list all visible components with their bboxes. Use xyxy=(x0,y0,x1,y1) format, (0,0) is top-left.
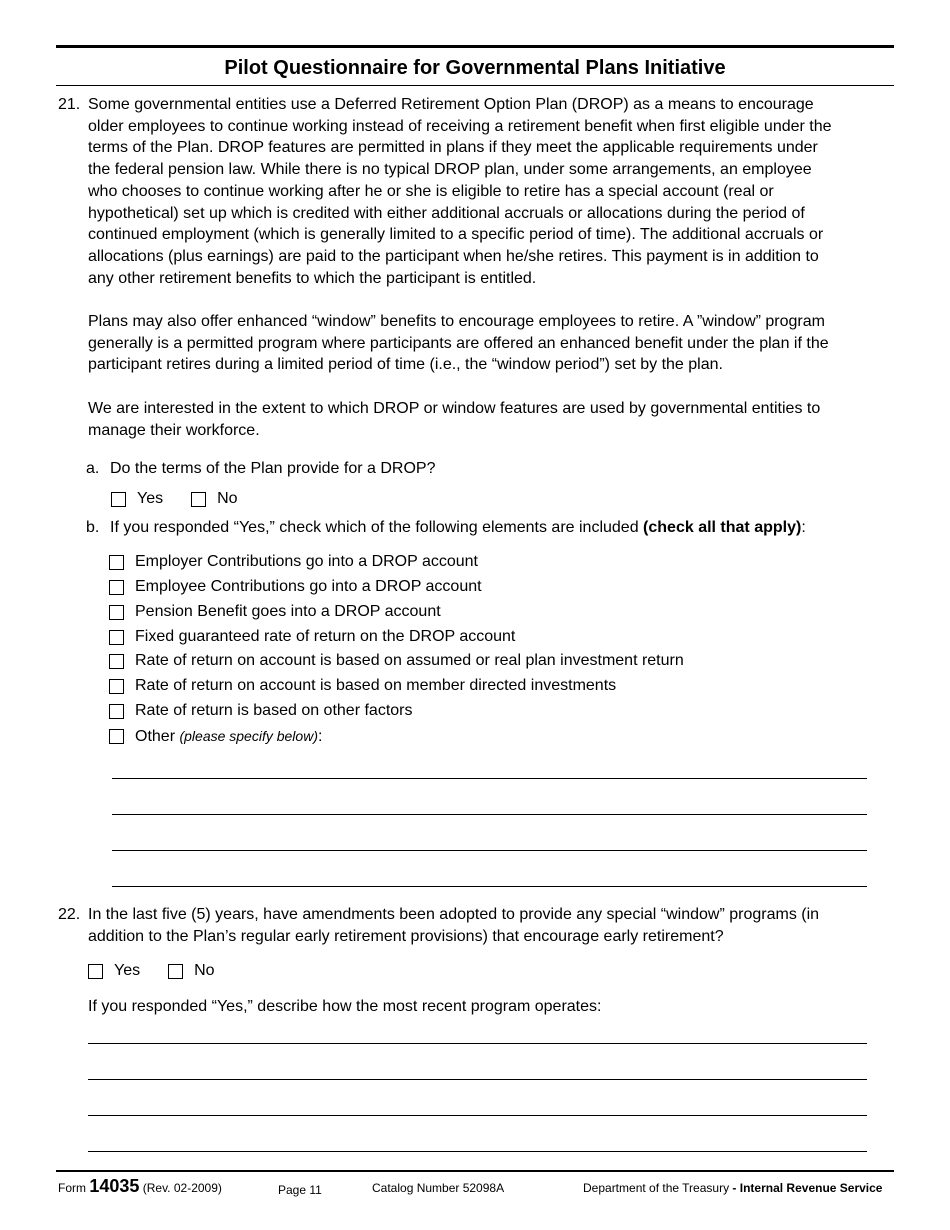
text-line: generally is a permitted program where participants are offered an enhanced benefit under the plan if the xyxy=(88,334,829,352)
question-22-number: 22. xyxy=(58,906,81,923)
other-colon: : xyxy=(317,728,323,745)
irs-name: Internal Revenue Service xyxy=(739,1181,883,1195)
text-line: We are interested in the extent to which DROP or window features are used by governmental entities to xyxy=(88,400,821,417)
window-yes-label: Yes xyxy=(114,962,141,979)
fixed-rate-label: Fixed guaranteed rate of return on the DROP account xyxy=(135,628,516,645)
text-line: older employees to continue working instead of receiving a retirement benefit when first eligible under the xyxy=(88,117,832,135)
text-line: hypothetical) set up which is credited with either additional accruals or allocations during the period of xyxy=(88,204,805,222)
title-rule xyxy=(56,85,894,86)
question-21b-label: b. xyxy=(86,519,100,536)
text-line: manage their workforce. xyxy=(88,421,260,439)
other-hint: (please specify below) xyxy=(179,728,318,744)
other-specify-line-4[interactable] xyxy=(112,886,867,887)
describe-line-2[interactable] xyxy=(88,1079,867,1080)
text-line: any other retirement benefits to which the participant is entitled. xyxy=(88,269,537,287)
question-21b-text-emphasis: (check all that apply) xyxy=(643,519,802,536)
form-prefix: Form xyxy=(58,1181,90,1195)
text-line: addition to the Plan’s regular early retirement provisions) that encourage early retirement? xyxy=(88,927,724,945)
pension-benefit-checkbox[interactable] xyxy=(109,605,124,620)
agency-name xyxy=(583,1180,882,1196)
form-identifier xyxy=(58,1178,222,1196)
drop-element-option xyxy=(109,602,441,622)
assumed-return-checkbox[interactable] xyxy=(109,654,124,669)
footer-rule xyxy=(56,1170,894,1172)
question-21-window-paragraph xyxy=(88,311,888,376)
member-directed-label: Rate of return on account is based on member directed investments xyxy=(135,677,617,694)
department-name: Department of the Treasury xyxy=(583,1181,730,1195)
other-specify-line-1[interactable] xyxy=(112,778,867,779)
other-factors-checkbox[interactable] xyxy=(109,704,124,719)
employer-contributions-checkbox[interactable] xyxy=(109,555,124,570)
drop-element-option xyxy=(109,552,478,572)
question-21-number: 21. xyxy=(58,96,81,113)
question-21b-text-colon: : xyxy=(801,519,806,536)
describe-line-3[interactable] xyxy=(88,1115,867,1116)
drop-yes-checkbox[interactable] xyxy=(111,492,126,507)
text-line: participant retires during a limited period of time (i.e., the “window period”) set by the plan. xyxy=(88,356,723,374)
question-22-describe-prompt: If you responded “Yes,” describe how the most recent program operates: xyxy=(88,998,602,1015)
question-21a-text: Do the terms of the Plan provide for a DROP? xyxy=(110,460,436,477)
drop-element-option xyxy=(109,651,684,671)
catalog-number: Catalog Number 52098A xyxy=(372,1181,505,1195)
window-yes-checkbox[interactable] xyxy=(88,964,103,979)
employee-contributions-label: Employee Contributions go into a DROP account xyxy=(135,578,482,595)
member-directed-checkbox[interactable] xyxy=(109,679,124,694)
assumed-return-label: Rate of return on account is based on assumed or real plan investment return xyxy=(135,652,684,669)
drop-element-option xyxy=(109,676,616,696)
drop-no-checkbox[interactable] xyxy=(191,492,206,507)
pension-benefit-label: Pension Benefit goes into a DROP account xyxy=(135,603,441,620)
form-number: 14035 xyxy=(89,1176,140,1196)
drop-element-option xyxy=(109,701,412,721)
drop-element-option xyxy=(109,577,482,597)
employee-contributions-checkbox[interactable] xyxy=(109,580,124,595)
text-line: Plans may also offer enhanced “window” benefits to encourage employees to retire. A ”window” program xyxy=(88,313,825,330)
text-line: allocations (plus earnings) are paid to the participant when he/she retires. This payment is in addition to xyxy=(88,247,819,265)
agency-separator: - xyxy=(729,1181,740,1195)
question-22-text xyxy=(88,904,888,947)
text-line: who chooses to continue working after he or she is eligible to retire has a special account (real or xyxy=(88,182,774,200)
employer-contributions-label: Employer Contributions go into a DROP account xyxy=(135,553,478,570)
fixed-rate-checkbox[interactable] xyxy=(109,630,124,645)
describe-line-1[interactable] xyxy=(88,1043,867,1044)
describe-line-4[interactable] xyxy=(88,1151,867,1152)
other-checkbox[interactable] xyxy=(109,729,124,744)
text-line: continued employment (which is generally limited to a specific period of time). The additional accruals or xyxy=(88,226,824,244)
question-21-interest-paragraph xyxy=(88,398,888,441)
page-number: Page 11 xyxy=(278,1183,322,1197)
text-line: Some governmental entities use a Deferred Retirement Option Plan (DROP) as a means to encourage xyxy=(88,96,814,113)
other-specify-line-3[interactable] xyxy=(112,850,867,851)
question-21b-text xyxy=(110,518,806,538)
question-21a-options xyxy=(111,489,238,509)
question-21-intro xyxy=(88,94,888,289)
text-line: terms of the Plan. DROP features are permitted in plans if they meet the applicable requirements under xyxy=(88,139,818,157)
other-factors-label: Rate of return is based on other factors xyxy=(135,702,413,719)
drop-element-option xyxy=(109,726,322,747)
question-21a-label: a. xyxy=(86,460,100,477)
drop-yes-label: Yes xyxy=(137,490,164,507)
text-line: the federal pension law. While there is no typical DROP plan, under some arrangements, an employee xyxy=(88,161,812,179)
page-title: Pilot Questionnaire for Governmental Plans Initiative xyxy=(224,57,726,79)
window-no-checkbox[interactable] xyxy=(168,964,183,979)
window-no-label: No xyxy=(194,962,215,979)
other-label xyxy=(135,726,322,747)
text-line: In the last five (5) years, have amendments been adopted to provide any special “window” programs (in xyxy=(88,906,820,923)
other-specify-line-2[interactable] xyxy=(112,814,867,815)
other-label-text: Other xyxy=(135,728,180,745)
drop-element-option xyxy=(109,627,515,647)
drop-no-label: No xyxy=(217,490,238,507)
top-rule xyxy=(56,45,894,48)
form-revision: (Rev. 02-2009) xyxy=(139,1181,222,1195)
question-22-options xyxy=(88,961,215,981)
question-21b-text-main: If you responded “Yes,” check which of the following elements are included xyxy=(110,519,644,536)
